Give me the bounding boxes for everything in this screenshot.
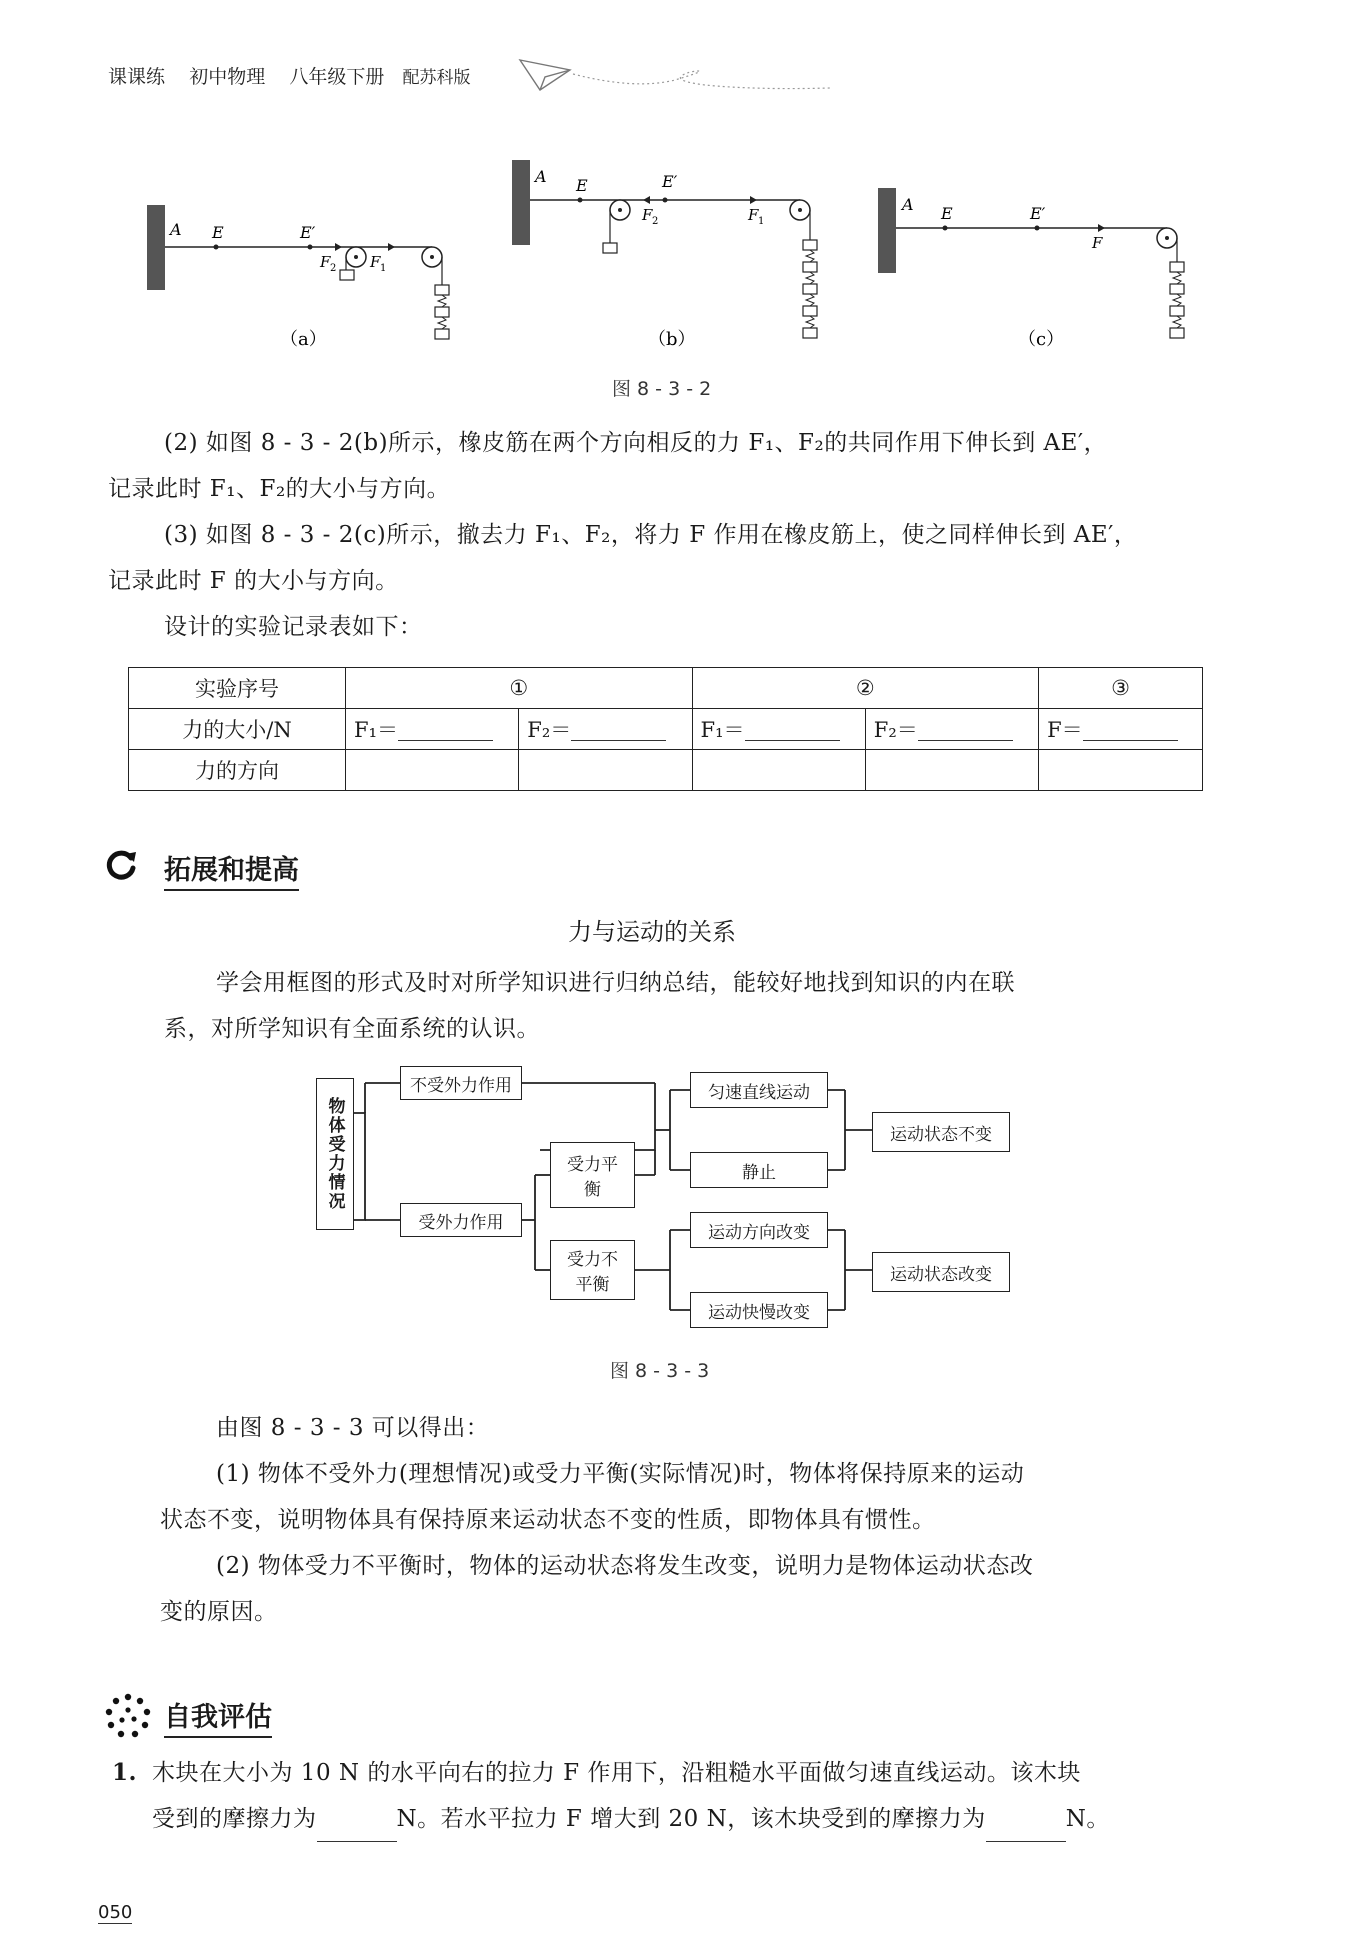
panel-b-label-e: E — [576, 176, 588, 195]
page-number: 050 — [98, 1902, 133, 1923]
extend-intro — [164, 960, 1224, 1052]
question-1-line-2 — [112, 1796, 1262, 1842]
direction-cell[interactable] — [865, 750, 1038, 791]
answer-blank-1[interactable] — [317, 1821, 397, 1842]
experiment-2-header: ② — [692, 668, 1039, 709]
direction-cell[interactable] — [346, 750, 519, 791]
step-2 — [108, 420, 1258, 512]
panel-a-label-f1-sub: 1 — [380, 263, 387, 274]
panel-b-caption: （b） — [648, 329, 696, 350]
size-cell-label: F₂＝ — [873, 718, 918, 742]
table-row — [129, 709, 1203, 750]
node-dir-change — [690, 1212, 828, 1248]
header-grade: 八年级下册 — [289, 66, 385, 88]
size-cell[interactable] — [692, 709, 865, 750]
figure-8-3-3-caption: 图 8 - 3 - 3 — [610, 1360, 710, 1382]
paper-plane-icon — [515, 50, 835, 100]
node-state-change-label: 运动状态改变 — [890, 1264, 992, 1285]
size-cell-label: F₂＝ — [527, 718, 572, 742]
question-1-text-2c: N。 — [1065, 1806, 1110, 1832]
record-table — [128, 667, 1203, 791]
panel-b-label-e2: E′ — [662, 172, 678, 191]
section-title-extend: 拓展和提高 — [164, 848, 299, 891]
figure-8-3-2-caption: 图 8 - 3 - 2 — [612, 378, 712, 400]
direction-cell[interactable] — [692, 750, 865, 791]
row-header-sequence: 实验序号 — [129, 668, 346, 709]
node-speed-change — [690, 1292, 828, 1328]
page-header — [108, 62, 471, 89]
section-title-self: 自我评估 — [164, 1695, 272, 1738]
node-dir-change-label: 运动方向改变 — [708, 1222, 810, 1243]
size-cell-label: F＝ — [1047, 718, 1083, 742]
node-no-force-label: 不受外力作用 — [410, 1075, 512, 1096]
conclusion-2-line-2: 变的原因。 — [160, 1599, 278, 1625]
panel-c-label-e2: E′ — [1030, 204, 1046, 223]
panel-b-label-f2: F — [642, 206, 653, 224]
panel-a-wall — [147, 205, 165, 290]
size-cell[interactable] — [1039, 709, 1203, 750]
panel-a-label-e2: E′ — [300, 223, 316, 242]
panel-c-label-e: E — [941, 204, 953, 223]
panel-b-label-f2-sub: 2 — [652, 216, 659, 227]
node-state-same — [872, 1112, 1010, 1152]
step-3 — [108, 512, 1258, 604]
panel-b-label-f1-sub: 1 — [758, 216, 765, 227]
size-cell-label: F₁＝ — [354, 718, 398, 742]
conclusion-lead: 由图 8 - 3 - 3 可以得出： — [216, 1415, 490, 1441]
node-balanced — [550, 1142, 635, 1208]
panel-a-label-e: E — [212, 223, 224, 242]
node-speed-change-label: 运动快慢改变 — [708, 1302, 810, 1323]
table-intro: 设计的实验记录表如下： — [164, 614, 423, 640]
node-root — [316, 1078, 354, 1230]
answer-blank-2[interactable] — [986, 1821, 1066, 1842]
panel-c-wall — [878, 188, 896, 273]
header-edition: 配苏科版 — [402, 68, 471, 88]
panel-a-label-a: A — [170, 220, 182, 239]
node-with-force — [400, 1203, 522, 1237]
question-1-line-1 — [112, 1750, 1262, 1796]
direction-cell[interactable] — [519, 750, 692, 791]
table-row — [129, 668, 1203, 709]
conclusions — [160, 1405, 1220, 1635]
panel-c-label-a: A — [902, 195, 914, 214]
size-cell[interactable] — [865, 709, 1038, 750]
header-subject: 初中物理 — [189, 66, 266, 88]
panel-b-label-f1: F — [748, 206, 759, 224]
row-header-size: 力的大小/N — [129, 709, 346, 750]
node-with-force-label: 受外力作用 — [418, 1212, 504, 1233]
step-3-line-2: 记录此时 F 的大小与方向。 — [108, 568, 399, 594]
header-series: 课课练 — [108, 66, 166, 88]
node-root-label: 物体受力情况 — [324, 1097, 345, 1211]
node-no-force — [400, 1066, 522, 1100]
panel-a-diagram — [147, 205, 449, 350]
node-uniform-motion-label: 匀速直线运动 — [708, 1082, 810, 1103]
conclusion-2-line-1: (2) 物体受力不平衡时，物体的运动状态将发生改变，说明力是物体运动状态改 — [216, 1553, 1034, 1579]
node-state-change — [872, 1252, 1010, 1292]
panel-c-caption: （c） — [1018, 329, 1065, 350]
table-row — [129, 750, 1203, 791]
experiment-1-header: ① — [346, 668, 693, 709]
size-cell-label: F₁＝ — [700, 718, 745, 742]
experiment-3-header: ③ — [1039, 668, 1203, 709]
figure-8-3-2 — [130, 150, 1220, 360]
size-cell[interactable] — [346, 709, 519, 750]
question-1-text-2a: 受到的摩擦力为 — [152, 1806, 317, 1832]
panel-c-diagram — [878, 188, 1184, 350]
node-unbalanced — [550, 1240, 635, 1300]
refresh-arrow-icon — [104, 848, 138, 882]
node-rest — [690, 1152, 828, 1188]
panel-b-diagram — [512, 160, 817, 350]
node-unbalanced-label: 受力不平衡 — [567, 1250, 618, 1295]
step-3-line-1: (3) 如图 8 - 3 - 2(c)所示，撤去力 F₁、F₂，将力 F 作用在橡皮筋上，使之同样伸长到 AE′， — [164, 522, 1138, 548]
node-balanced-label: 受力平衡 — [567, 1155, 618, 1200]
conclusion-1-line-1: (1) 物体不受外力(理想情况)或受力平衡(实际情况)时，物体将保持原来的运动 — [216, 1461, 1025, 1487]
dots-cluster-icon — [104, 1692, 152, 1740]
panel-b-label-a: A — [535, 167, 547, 186]
node-state-same-label: 运动状态不变 — [890, 1124, 992, 1145]
extend-intro-line-1: 学会用框图的形式及时对所学知识进行归纳总结，能较好地找到知识的内在联 — [216, 970, 1015, 996]
panel-c-label-f: F — [1092, 234, 1103, 252]
node-uniform-motion — [690, 1072, 828, 1108]
question-1-text-2b: N。若水平拉力 F 增大到 20 N，该木块受到的摩擦力为 — [396, 1806, 986, 1832]
row-header-direction: 力的方向 — [129, 750, 346, 791]
panel-a-label-f2: F — [320, 253, 331, 271]
extend-intro-line-2: 系，对所学知识有全面系统的认识。 — [164, 1016, 540, 1042]
step-2-line-1: (2) 如图 8 - 3 - 2(b)所示，橡皮筋在两个方向相反的力 F₁、F₂的共同作用下伸长到 AE′， — [164, 430, 1108, 456]
conclusion-1-line-2: 状态不变，说明物体具有保持原来运动状态不变的性质，即物体具有惯性。 — [160, 1507, 936, 1533]
question-1 — [112, 1750, 1262, 1842]
panel-b-wall — [512, 160, 530, 245]
size-cell[interactable] — [519, 709, 692, 750]
question-1-number: 1. — [112, 1759, 138, 1786]
step-2-line-2: 记录此时 F₁、F₂的大小与方向。 — [108, 476, 451, 502]
panel-a-label-f1: F — [370, 253, 381, 271]
panel-a-label-f2-sub: 2 — [330, 263, 337, 274]
node-rest-label: 静止 — [742, 1162, 776, 1183]
article-title: 力与运动的关系 — [568, 918, 736, 946]
question-1-text-1: 木块在大小为 10 N 的水平向右的拉力 F 作用下，沿粗糙水平面做匀速直线运动。该木块 — [152, 1760, 1081, 1786]
direction-cell[interactable] — [1039, 750, 1203, 791]
panel-a-caption: （a） — [280, 329, 327, 350]
